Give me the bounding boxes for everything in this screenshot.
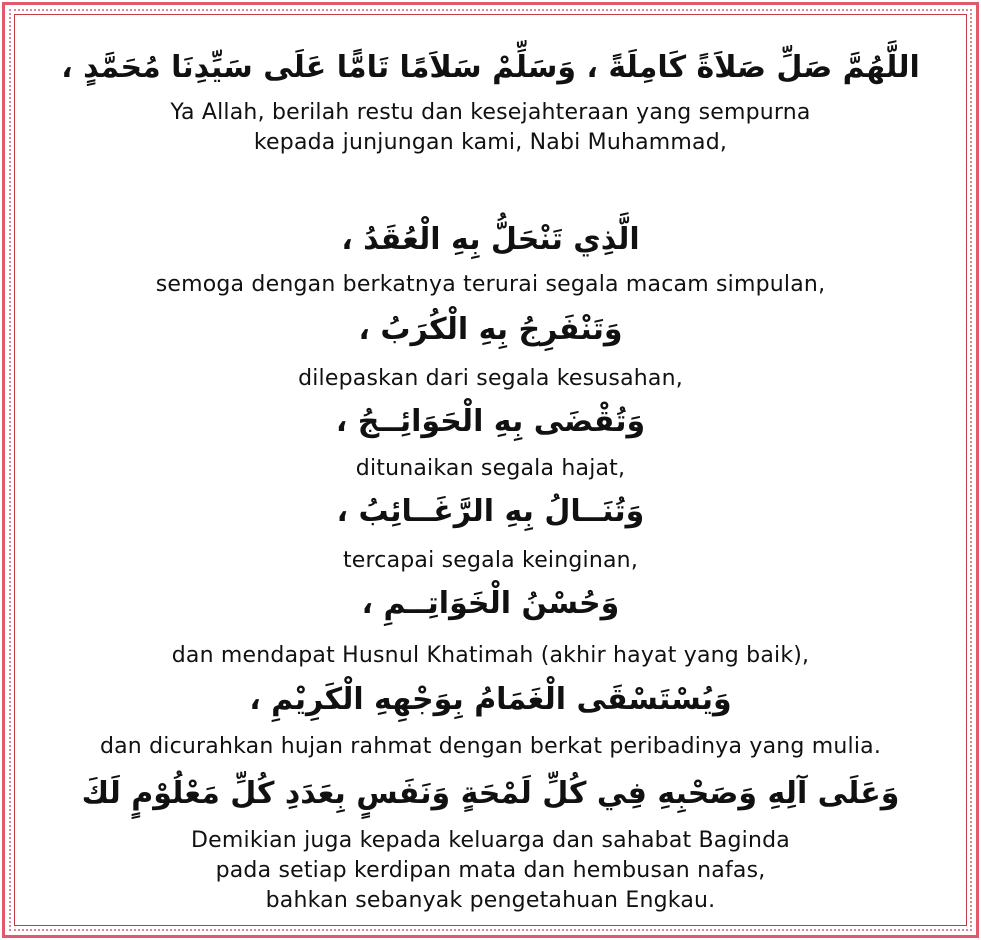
verse-8-arabic: وَعَلَى آلِهِ وَصَحْبِهِ فِي كُلِّ لَمْحَةٍ وَنَفَسٍ بِعَدَدِ كُلِّ مَعْلُوْمٍ لَكَ bbox=[81, 776, 900, 811]
verse-5-translation: tercapai segala keinginan, bbox=[342, 548, 639, 573]
verse-6-arabic: وَحُسْنُ الْخَوَاتِــمِ ، bbox=[361, 586, 620, 621]
verse-5-arabic: وَتُنَــالُ بِهِ الرَّغَــائِبُ ، bbox=[336, 494, 645, 529]
verse-7-arabic: وَيُسْتَسْقَى الْغَمَامُ بِوَجْهِهِ الْكَرِيْمِ ، bbox=[249, 682, 732, 717]
verse-1-arabic: اللَّهُمَّ صَلِّ صَلاَةً كَامِلَةً ، وَسَلِّمْ سَلاَمًا تَامًّا عَلَى سَيِّدِنَا مُحَمَّدٍ ، bbox=[61, 50, 920, 85]
verse-1-translation-line-2: kepada junjungan kami, Nabi Muhammad, bbox=[253, 130, 728, 155]
verse-7-translation: dan dicurahkan hujan rahmat dengan berkat peribadinya yang mulia. bbox=[99, 734, 882, 759]
verse-4-arabic: وَتُقْضَى بِهِ الْحَوَائِــجُ ، bbox=[335, 404, 646, 439]
verse-2-arabic: الَّذِي تَنْحَلُّ بِهِ الْعُقَدُ ، bbox=[341, 222, 640, 257]
selawat-document bbox=[14, 14, 967, 926]
verse-6-translation: dan mendapat Husnul Khatimah (akhir hayat yang baik), bbox=[171, 643, 810, 668]
verse-8-translation-line-2: pada setiap kerdipan mata dan hembusan nafas, bbox=[215, 858, 766, 883]
verse-3-arabic: وَتَنْفَرِجُ بِهِ الْكُرَبُ ، bbox=[358, 312, 623, 347]
verse-8-translation-line-1: Demikian juga kepada keluarga dan sahabat Baginda bbox=[191, 828, 790, 853]
verse-3-translation: dilepaskan dari segala kesusahan, bbox=[298, 366, 683, 391]
verse-8-translation-line-3: bahkan sebanyak pengetahuan Engkau. bbox=[265, 888, 716, 913]
verse-2-translation: semoga dengan berkatnya terurai segala macam simpulan, bbox=[155, 272, 826, 297]
verse-4-translation: ditunaikan segala hajat, bbox=[355, 456, 626, 481]
verse-1-translation-line-1: Ya Allah, berilah restu dan kesejahteraan yang sempurna bbox=[170, 100, 811, 125]
